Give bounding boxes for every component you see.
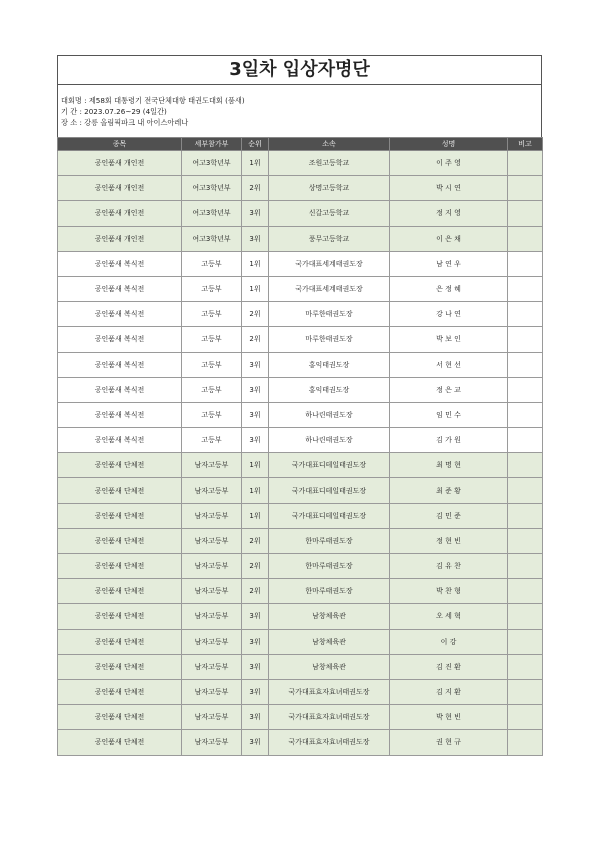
cell-name: 강 나 연 <box>390 302 508 327</box>
cell-rank: 3위 <box>242 654 269 679</box>
cell-event: 공인품새 개인전 <box>58 176 182 201</box>
cell-rank: 1위 <box>242 151 269 176</box>
cell-team: 남창체육관 <box>269 604 390 629</box>
table-row <box>58 151 543 176</box>
cell-note <box>508 276 543 301</box>
cell-rank: 3위 <box>242 428 269 453</box>
cell-rank: 1위 <box>242 478 269 503</box>
table-row <box>58 554 543 579</box>
table-row <box>58 730 543 755</box>
cell-event: 공인품새 개인전 <box>58 201 182 226</box>
cell-team: 한마루태권도장 <box>269 528 390 553</box>
header-note: 비고 <box>508 138 543 151</box>
page-title: 3일차 입상자명단 <box>57 55 542 85</box>
header-division: 세부참가부 <box>182 138 242 151</box>
cell-division: 여고3학년부 <box>182 176 242 201</box>
cell-division: 남자고등부 <box>182 503 242 528</box>
cell-name: 정 현 빈 <box>390 528 508 553</box>
cell-rank: 3위 <box>242 201 269 226</box>
cell-division: 고등부 <box>182 251 242 276</box>
results-table <box>57 137 543 756</box>
cell-event: 공인품새 복식전 <box>58 428 182 453</box>
cell-note <box>508 327 543 352</box>
cell-event: 공인품새 단체전 <box>58 730 182 755</box>
cell-division: 남자고등부 <box>182 528 242 553</box>
cell-event: 공인품새 단체전 <box>58 705 182 730</box>
cell-division: 남자고등부 <box>182 453 242 478</box>
table-row <box>58 302 543 327</box>
cell-division: 고등부 <box>182 276 242 301</box>
cell-event: 공인품새 복식전 <box>58 352 182 377</box>
cell-event: 공인품새 복식전 <box>58 276 182 301</box>
cell-rank: 3위 <box>242 377 269 402</box>
cell-name: 박 시 연 <box>390 176 508 201</box>
event-name: 대회명 : 제58회 대통령기 전국단체대항 태권도대회 (품새) <box>61 96 245 105</box>
cell-note <box>508 705 543 730</box>
table-row <box>58 528 543 553</box>
event-period: 기 간 : 2023.07.26~29 (4일간) <box>61 107 167 116</box>
cell-note <box>508 453 543 478</box>
cell-rank: 3위 <box>242 226 269 251</box>
cell-team: 한마루태권도장 <box>269 554 390 579</box>
cell-note <box>508 478 543 503</box>
cell-division: 고등부 <box>182 327 242 352</box>
cell-team: 조원고등학교 <box>269 151 390 176</box>
table-row <box>58 327 543 352</box>
cell-name: 이 주 영 <box>390 151 508 176</box>
cell-rank: 1위 <box>242 251 269 276</box>
cell-division: 고등부 <box>182 377 242 402</box>
cell-rank: 3위 <box>242 629 269 654</box>
cell-name: 김 민 준 <box>390 503 508 528</box>
cell-note <box>508 528 543 553</box>
cell-note <box>508 604 543 629</box>
cell-division: 남자고등부 <box>182 478 242 503</box>
cell-division: 고등부 <box>182 302 242 327</box>
cell-event: 공인품새 복식전 <box>58 302 182 327</box>
table-row <box>58 201 543 226</box>
cell-team: 국가대표디테일태권도장 <box>269 453 390 478</box>
cell-team: 마루한태권도장 <box>269 302 390 327</box>
cell-note <box>508 503 543 528</box>
cell-note <box>508 679 543 704</box>
cell-name: 박 현 빈 <box>390 705 508 730</box>
cell-note <box>508 377 543 402</box>
cell-name: 오 세 혁 <box>390 604 508 629</box>
cell-team: 국가대표세계태권도장 <box>269 276 390 301</box>
cell-rank: 3위 <box>242 679 269 704</box>
cell-note <box>508 654 543 679</box>
cell-rank: 1위 <box>242 503 269 528</box>
cell-team: 국가대표효자효녀태권도장 <box>269 679 390 704</box>
cell-note <box>508 251 543 276</box>
cell-name: 정 은 교 <box>390 377 508 402</box>
table-row <box>58 251 543 276</box>
cell-division: 남자고등부 <box>182 654 242 679</box>
cell-team: 상명고등학교 <box>269 176 390 201</box>
cell-name: 권 현 규 <box>390 730 508 755</box>
table-row <box>58 629 543 654</box>
table-row <box>58 176 543 201</box>
table-row <box>58 679 543 704</box>
cell-team: 국가대표디테일태권도장 <box>269 478 390 503</box>
cell-team: 남창체육관 <box>269 629 390 654</box>
table-header-row <box>58 138 543 151</box>
cell-rank: 2위 <box>242 302 269 327</box>
cell-rank: 3위 <box>242 402 269 427</box>
cell-division: 남자고등부 <box>182 554 242 579</box>
cell-event: 공인품새 단체전 <box>58 478 182 503</box>
cell-note <box>508 402 543 427</box>
header-event: 종목 <box>58 138 182 151</box>
cell-division: 여고3학년부 <box>182 226 242 251</box>
cell-division: 고등부 <box>182 402 242 427</box>
cell-rank: 2위 <box>242 176 269 201</box>
cell-rank: 1위 <box>242 276 269 301</box>
cell-event: 공인품새 복식전 <box>58 377 182 402</box>
cell-name: 정 지 영 <box>390 201 508 226</box>
cell-event: 공인품새 단체전 <box>58 503 182 528</box>
cell-name: 박 보 인 <box>390 327 508 352</box>
cell-division: 여고3학년부 <box>182 151 242 176</box>
cell-name: 최 명 현 <box>390 453 508 478</box>
cell-rank: 2위 <box>242 327 269 352</box>
header-team: 소속 <box>269 138 390 151</box>
cell-name: 남 연 우 <box>390 251 508 276</box>
cell-name: 은 정 혜 <box>390 276 508 301</box>
cell-name: 김 진 환 <box>390 654 508 679</box>
cell-rank: 3위 <box>242 705 269 730</box>
cell-note <box>508 730 543 755</box>
cell-note <box>508 226 543 251</box>
header-rank: 순위 <box>242 138 269 151</box>
cell-division: 남자고등부 <box>182 730 242 755</box>
cell-division: 여고3학년부 <box>182 201 242 226</box>
cell-event: 공인품새 단체전 <box>58 604 182 629</box>
cell-division: 고등부 <box>182 428 242 453</box>
cell-event: 공인품새 복식전 <box>58 327 182 352</box>
cell-team: 홍익태권도장 <box>269 377 390 402</box>
cell-team: 한마루태권도장 <box>269 579 390 604</box>
cell-note <box>508 629 543 654</box>
cell-division: 남자고등부 <box>182 629 242 654</box>
cell-note <box>508 352 543 377</box>
cell-division: 고등부 <box>182 352 242 377</box>
cell-rank: 1위 <box>242 453 269 478</box>
table-row <box>58 453 543 478</box>
table-row <box>58 428 543 453</box>
cell-team: 풍무고등학교 <box>269 226 390 251</box>
cell-note <box>508 428 543 453</box>
cell-event: 공인품새 단체전 <box>58 579 182 604</box>
cell-rank: 2위 <box>242 528 269 553</box>
cell-division: 남자고등부 <box>182 604 242 629</box>
cell-event: 공인품새 복식전 <box>58 402 182 427</box>
cell-event: 공인품새 개인전 <box>58 151 182 176</box>
table-row <box>58 503 543 528</box>
cell-event: 공인품새 복식전 <box>58 251 182 276</box>
cell-rank: 3위 <box>242 604 269 629</box>
cell-team: 국가대표디테일태권도장 <box>269 503 390 528</box>
cell-name: 김 유 찬 <box>390 554 508 579</box>
event-venue: 장 소 : 강릉 올림픽파크 내 아이스아레나 <box>61 118 189 127</box>
cell-event: 공인품새 개인전 <box>58 226 182 251</box>
cell-note <box>508 176 543 201</box>
cell-name: 김 지 환 <box>390 679 508 704</box>
cell-rank: 3위 <box>242 730 269 755</box>
cell-division: 남자고등부 <box>182 679 242 704</box>
cell-team: 국가대표세계태권도장 <box>269 251 390 276</box>
cell-name: 박 찬 형 <box>390 579 508 604</box>
header-name: 성명 <box>390 138 508 151</box>
cell-event: 공인품새 단체전 <box>58 679 182 704</box>
cell-name: 이 강 <box>390 629 508 654</box>
cell-team: 하나린태권도장 <box>269 402 390 427</box>
cell-team: 하나린태권도장 <box>269 428 390 453</box>
cell-note <box>508 302 543 327</box>
cell-event: 공인품새 단체전 <box>58 528 182 553</box>
table-row <box>58 276 543 301</box>
table-row <box>58 226 543 251</box>
cell-team: 국가대표효자효녀태권도장 <box>269 730 390 755</box>
cell-event: 공인품새 단체전 <box>58 453 182 478</box>
cell-note <box>508 579 543 604</box>
cell-name: 이 은 채 <box>390 226 508 251</box>
cell-rank: 3위 <box>242 352 269 377</box>
cell-note <box>508 151 543 176</box>
table-row <box>58 705 543 730</box>
cell-name: 임 민 수 <box>390 402 508 427</box>
cell-team: 남창체육관 <box>269 654 390 679</box>
cell-team: 신갈고등학교 <box>269 201 390 226</box>
cell-rank: 2위 <box>242 554 269 579</box>
cell-name: 최 준 황 <box>390 478 508 503</box>
table-row <box>58 654 543 679</box>
table-row <box>58 604 543 629</box>
cell-team: 국가대표효자효녀태권도장 <box>269 705 390 730</box>
table-row <box>58 579 543 604</box>
cell-event: 공인품새 단체전 <box>58 554 182 579</box>
cell-note <box>508 201 543 226</box>
cell-team: 홍익태권도장 <box>269 352 390 377</box>
table-row <box>58 402 543 427</box>
cell-event: 공인품새 단체전 <box>58 654 182 679</box>
cell-event: 공인품새 단체전 <box>58 629 182 654</box>
cell-name: 김 가 원 <box>390 428 508 453</box>
table-row <box>58 377 543 402</box>
cell-division: 남자고등부 <box>182 579 242 604</box>
cell-team: 마루한태권도장 <box>269 327 390 352</box>
cell-name: 서 현 선 <box>390 352 508 377</box>
cell-note <box>508 554 543 579</box>
cell-rank: 2위 <box>242 579 269 604</box>
table-row <box>58 478 543 503</box>
cell-division: 남자고등부 <box>182 705 242 730</box>
table-row <box>58 352 543 377</box>
